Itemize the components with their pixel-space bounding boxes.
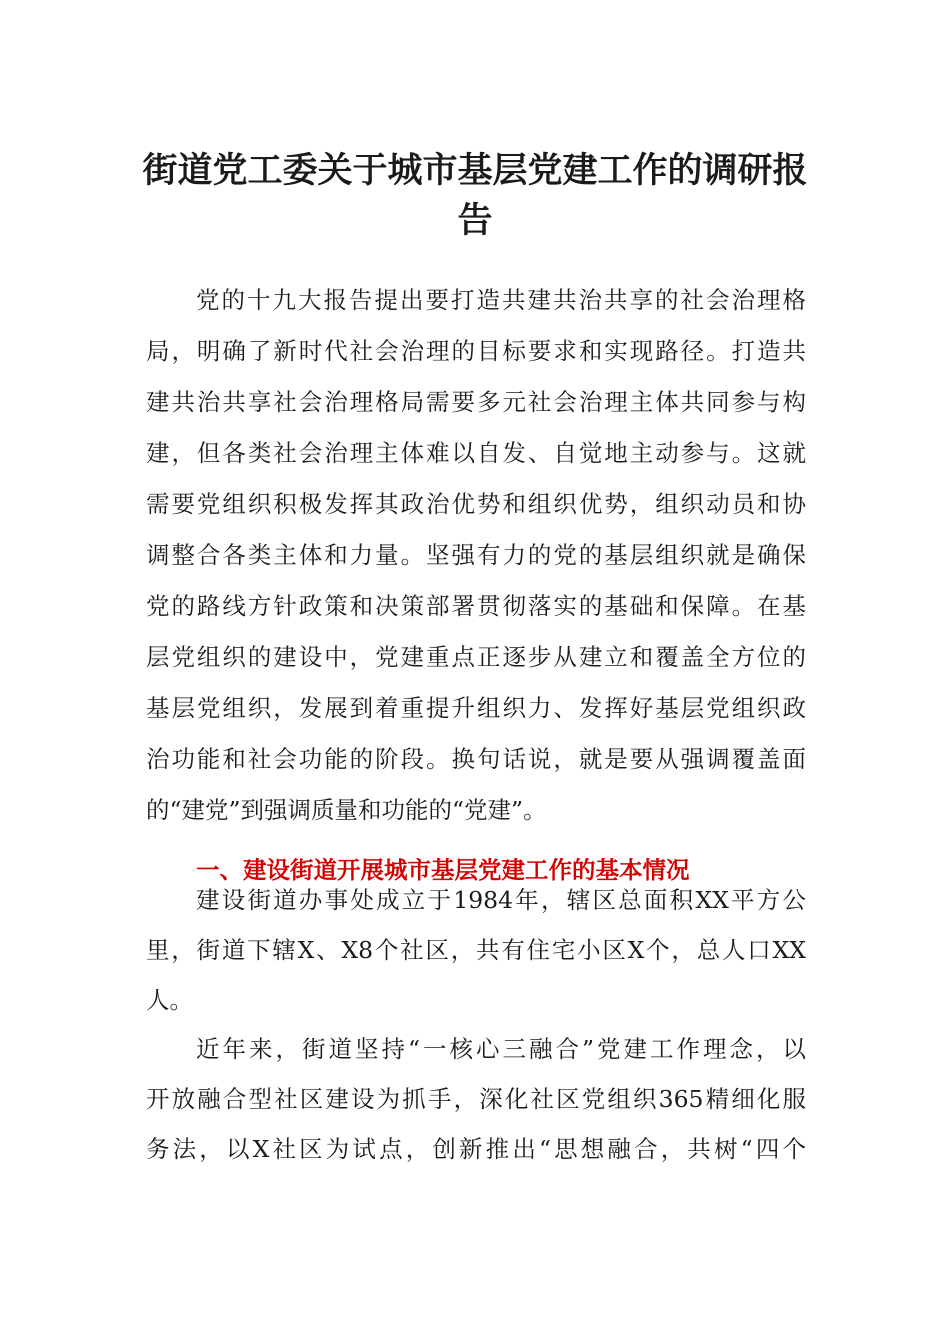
paragraph-line: 的“建党”到强调质量和功能的“党建”。 [146, 796, 547, 824]
paragraph-line: 开放融合型社区建设为抓手，深化社区党组织365精细化服 [146, 1085, 806, 1113]
paragraph-line: 需要党组织积极发挥其政治优势和组织优势，组织动员和协 [146, 490, 806, 518]
paragraph-line: 局，明确了新时代社会治理的目标要求和实现路径。打造共 [146, 337, 806, 365]
paragraph-line: 建，但各类社会治理主体难以自发、自觉地主动参与。这就 [146, 439, 806, 467]
paragraph-line: 调整合各类主体和力量。坚强有力的党的基层组织就是确保 [146, 541, 806, 569]
paragraph-line: 建共治共享社会治理格局需要多元社会治理主体共同参与构 [146, 388, 806, 416]
paragraph-line: 近年来，街道坚持“一核心三融合”党建工作理念，以 [196, 1035, 806, 1063]
paragraph-line: 里，街道下辖X、X8个社区，共有住宅小区X个，总人口XX [146, 936, 806, 964]
paragraph-line: 层党组织的建设中，党建重点正逐步从建立和覆盖全方位的 [146, 643, 806, 671]
paragraph-line: 人。 [146, 986, 193, 1014]
document-title-line-2: 告 [457, 200, 493, 241]
section-heading: 一、建设街道开展城市基层党建工作的基本情况 [196, 855, 690, 884]
paragraph-line: 建设街道办事处成立于1984年，辖区总面积XX平方公 [196, 886, 806, 914]
paragraph-line: 务法，以X社区为试点，创新推出“思想融合，共树“四个 [146, 1135, 806, 1163]
paragraph-line: 党的十九大报告提出要打造共建共治共享的社会治理格 [196, 286, 806, 314]
document-title-line-1: 街道党工委关于城市基层党建工作的调研报 [142, 150, 808, 191]
paragraph-line: 党的路线方针政策和决策部署贯彻落实的基础和保障。在基 [146, 592, 806, 620]
paragraph-line: 基层党组织，发展到着重提升组织力、发挥好基层党组织政 [146, 694, 806, 722]
paragraph-line: 治功能和社会功能的阶段。换句话说，就是要从强调覆盖面 [146, 745, 806, 773]
